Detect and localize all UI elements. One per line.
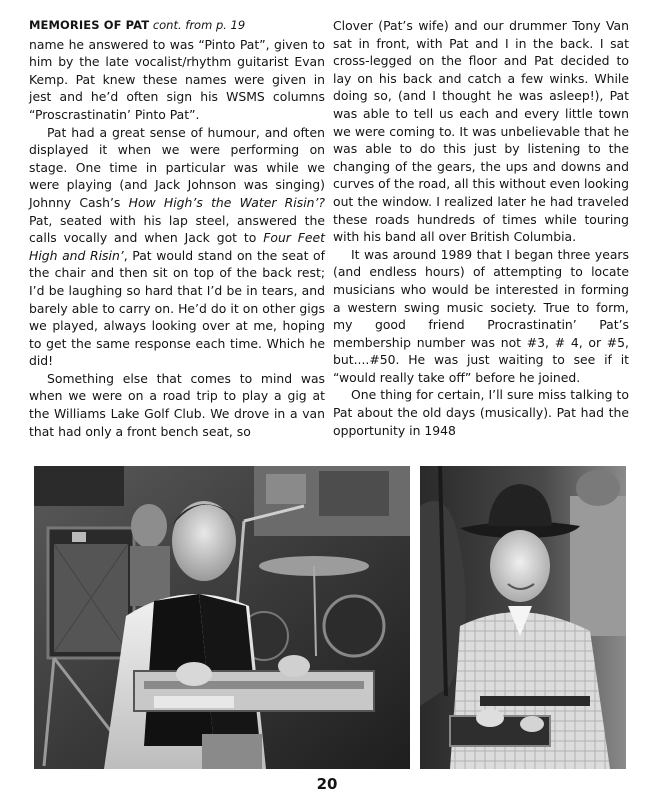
paragraph: One thing for certain, I’ll sure miss talking to Pat about the old days (musically). Pat had the opportunity in 1948 [333, 387, 629, 438]
article-header [29, 17, 325, 35]
right-column [333, 17, 629, 439]
song-title: Four Feet High and Risin’ [29, 230, 326, 263]
paragraph: Something else that comes to mind was when we were on a road trip to play a gig at the Williams Lake Golf Club. We drove in a van that had only a front bench seat, so [29, 370, 325, 439]
left-column [29, 17, 325, 440]
paragraph: Clover (Pat’s wife) and our drummer Tony Van sat in front, with Pat and I in the back. I sat cross-legged on the floor and Pat decided to lay on his back and catch a few winks. While doing so, (and I thought he was asleep!), Pat was able to tell us each and every little town we were coming to. It was unbelievable that he was able to do this just by listening to the changing of the gears, the ups and downs and curves of the road, all this without even looking out the window. I realized later he had traveled these roads hundreds of times while touring with his band all over British Columbia. [333, 18, 629, 245]
paragraph: Pat had a great sense of humour, and often displayed it when we were performing on stage. One time in particular was while we were playing (and Jack Johnson was singing) Johnny Cash’s How High’s the Water Risin’? Pat, seated with his lap steel, answered the calls vocally and when Jack got to Four Feet High and Risin’, Pat would stand on the seat of the chair and then sit on top of the back rest; I’d be laughing so hard that I’d be in tears, and barely able to carry on. He’d do it on other gigs we played, always looking over at me, hoping to get the same response each time. Which he did! [29, 124, 326, 369]
continued-from-note: cont. from p. 19 [152, 18, 246, 32]
paragraph: It was around 1989 that I began three years (and endless hours) of attempting to locate musicians who would be interested in forming a western swing music society. True to form, my good friend Procrastinatin’ Pat’s membership number was not #3, # 4, or #5, but....#50. He was just waiting to see if it “would really take off” before he joined. [333, 246, 629, 385]
paragraph: name he answered to was “Pinto Pat”, given to him by the late vocalist/rhythm guitarist Evan Kemp. Pat knew these names were given in jest and he’d often sign his WSMS columns “Proscrastinatin’ Pinto Pat”. [29, 36, 325, 122]
article-title: MEMORIES OF PAT [29, 18, 150, 32]
photo-steel-guitarist-on-stage [34, 466, 410, 769]
song-title: How High’s the Water Risin’? [128, 194, 326, 210]
photo-young-cowboy-with-lap-steel [420, 466, 626, 769]
page-number: 20 [316, 775, 338, 793]
